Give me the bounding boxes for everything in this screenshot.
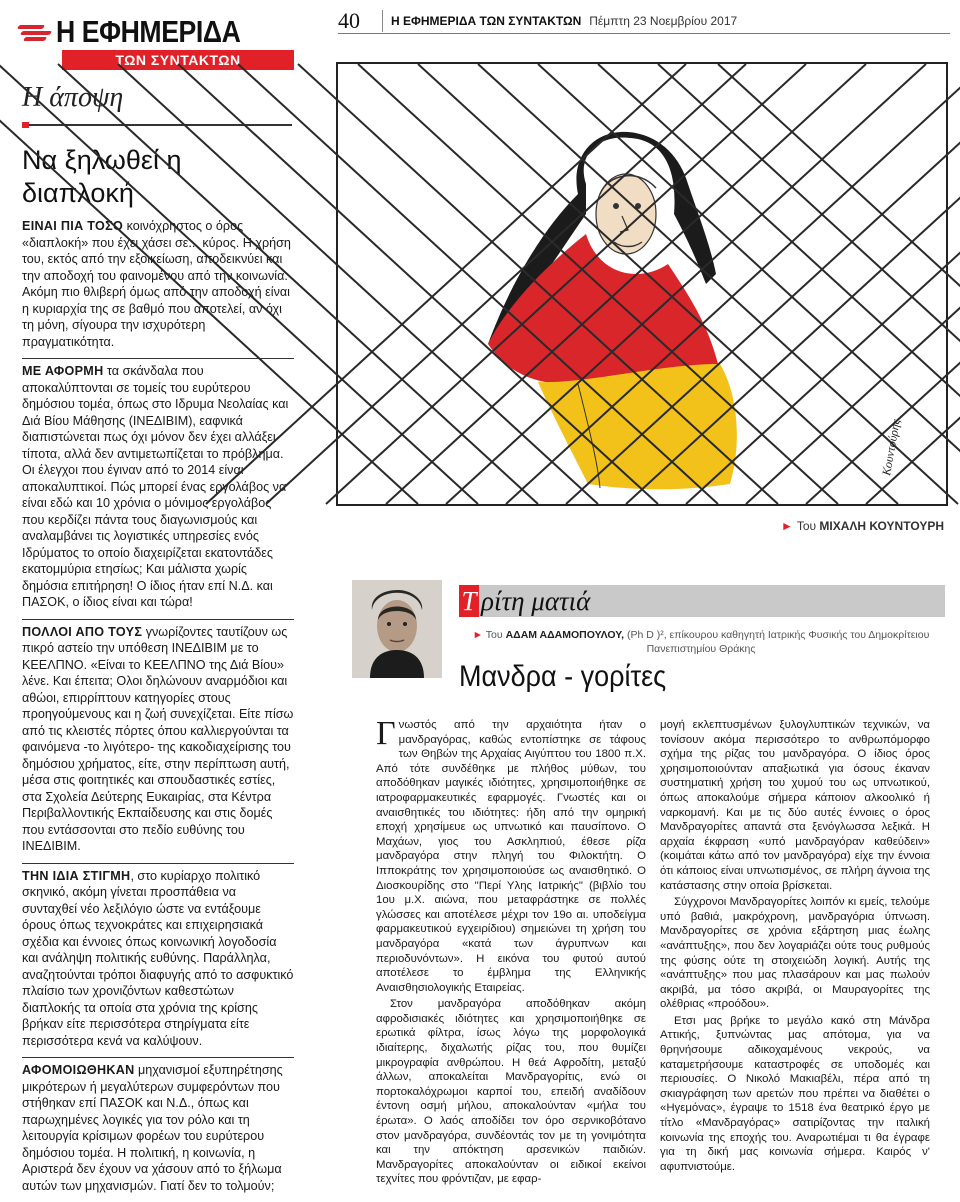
section-label: Η άποψη bbox=[22, 82, 124, 113]
column-paragraph: Σύγχρονοι Μανδραγορίτες λοιπόν κι εμείς, τελούμε υπό βαθιά, μακρόχρονη, μανδραγόρια ύπνωση. Μανδραγορίτες σε χρόνια εξάρτηση μιας έωλης «ανάπτυξης», που δεν λογαριάζει ούτε τους ρυθμούς της φύσης ούτε τη στοιχειώδη λογική. Αυτής της «ανάπτυξης» που μας πλασάρουν και μας πωλούν ακριβά, μα τόσο ακριβά, οι Μαυραγορίτες της ολέθριας «προόδου». bbox=[660, 896, 930, 1011]
column-paragraph: Ετσι μας βρήκε το μεγάλο κακό στη Μάνδρα Αττικής, ξυπνώντας μας απότομα, για να θρηνήσουμε αδικοχαμένους νεκρούς, να καταμετρήσουμε καταστροφές σε υποδομές και περιουσίες. Ο Νικολό Μακιαβέλι, πέρα από τη σκιαγράφηση των αρετών που πρέπει να διαθέτει ο «Ηγεμόνας», έγραψε το 1518 ένα θεατρικό έργο με τίτλο «Μανδραγόρας» σατιρίζοντας την ιταλική κοινωνία της εποχής του. Αναρωτιέμαι τι θα έγραφε για τη δική μας κοινωνία σήμερα. Καιρός ν' αφυπνιστούμε. bbox=[660, 1014, 930, 1173]
editorial-headline: Να ξηλωθεί η διαπλοκή bbox=[22, 145, 182, 208]
paragraph-text: τα σκάνδαλα που αποκαλύπτονται σε τομείς του ευρύτερου δημόσιου τομέα, όπως στο Ιδρυμα Νεολαίας και Διά Βίου Μάθησης (ΙΝΕΔΙΒΙΜ), εαφνικά διαπιστώνεται πως όχι μόνον δεν έχει αλλάξει τίποτα, αλλά δεν αντιμετωπίζεται το πρόβλημα. Οι έλεγχοι που έγιναν από το 2014 είναι αποκαλυπτικοί. Πώς μπορεί ένας εργολάβος να είναι εδώ και 10 χρόνια ο μόνιμος εργολάβος που κερδίζει πάντα τους διαγωνισμούς και αναλαμβάνει τις λογιστικές υπηρεσίες ενός Ιδρύματος το οποίο διαχειρίζεται εκατοντάδες εκατομμύρια ετησίως; Και μάλιστα χωρίς δημόσια επιτήρηση! Ο ίδιος ήταν επί Ν.Δ. και ΠΑΣΟΚ, ο ίδιος είναι και τώρα! bbox=[22, 364, 289, 609]
paper-name: Η ΕΦΗΜΕΡΙΔΑ ΤΩΝ ΣΥΝΤΑΚΤΩΝ bbox=[391, 13, 582, 28]
byline-prefix: Του bbox=[485, 629, 503, 641]
editorial-paragraph bbox=[22, 863, 294, 1050]
column-title bbox=[459, 585, 945, 617]
column-paragraph: Στον μανδραγόρα αποδόθηκαν ακόμη αφροδισιακές ιδιότητες και χρησιμοποιήθηκε σε ερωτικά φίλτρα, ίσως λόγω της μορφολογικά ιδιαίτερης, διχαλωτής ρίζας του, που θυμίζει μικρογραφία ανθρώπου. Η θεά Αφροδίτη, μεταξύ άλλων, αποκαλείται Μανδραγορίτις, ενώ οι πορτοκαλόχρωμοι καρποί του, επειδή αναδίδουν έντονη οσμή μήλου, αποκαλούνταν «μήλα του έρωτα». Ο λαός αποδίδει τον όρο σερνικοβότανο στον μανδραγόρα, συνδέοντάς τον με τη γονιμότητα και την απόκτηση αρσενικών παιδιών. Μανδραγορίτες αποκαλούνταν οι ειδικοί εκείνοι τεχνίτες που φρόντιζαν, με εφαρ- bbox=[376, 998, 646, 1186]
paragraph-text: νωστός από την αρχαιότητα ήταν ο μανδραγόρας, καθώς εντοπίστηκε σε τάφους των Θηβών της Αρχαίας Αιγύπτου του 1800 π.Χ. Από τότε συνδέθηκε με πλήθος μύθων, του αποδόθηκαν μαγικές ιδιότητες, χρησιμοποιήθηκε σε ιατροφαρμακευτικές εφαρμογές. Γνωστές και οι αναισθητικές του ιδιότητες: ήδη από την ομηρική εποχή χρησίμευε ως υπνωτικό και παυσίπονο. Ο Μαχάων, γιος του Ασκληπιού, έθεσε ρίζα μανδραγόρα στην πληγή του Φιλοκτήτη. Ο Ιπποκράτης τον χρησιμοποιούσε ως αναισθητικό. Ο Διοσκουρίδης στο "Περί Υλης Ιατρικής" (βιβλίο του 1ου μ.Χ. αιώνα, που μεταφράστηκε σε πολλές γλώσσες και αποτέλεσε μέχρι τον 19ο αι. υποδείγμα φαρμακευτικού εγχειρίδιου) σημειώνει τη χρήση του μανδραγόρα «κατά των άγρυπνων και περιοδυνόντων». Η εικόνα του φυτού αυτού αποτέλεσε το έμβλημα της Ελληνικής Αναισθησιολογικής Εταιρείας. bbox=[376, 719, 646, 994]
column-paragraph bbox=[376, 715, 646, 995]
author-name: ΑΔΑΜ ΑΔΑΜΟΠΟΥΛΟΥ, bbox=[505, 629, 625, 641]
editorial-cartoon bbox=[336, 62, 948, 506]
triangle-bullet-icon: ► bbox=[472, 629, 484, 641]
header-divider bbox=[382, 10, 383, 32]
logo-title: Η ΕΦΗΜΕΡΙΔΑ bbox=[56, 14, 241, 49]
author-photo bbox=[352, 580, 442, 678]
author-credentials: (Ph D )², επίκουρου καθηγητή Ιατρικής Φυσικής του Δημοκρίτειου Πανεπιστημίου Θράκης bbox=[626, 629, 930, 655]
paragraph-lead: ΑΦΟΜΟΙΩΘΗΚΑΝ bbox=[22, 1063, 135, 1077]
paragraph-text: γνωρίζοντες ταυτίζουν ως πικρό αστείο την υπόθεση ΙΝΕΔΙΒΙΜ με το ΚΕΕΛΠΝΟ. «Είναι το ΚΕΕΛΠΝΟ της Διά Βίου» λένε. Και έπειτα; Ολοι δηλώνουν αναρμόδιοι και αθώοι, επιρρίπτουν κατηγορίες στους προηγούμενους και η ζωή συνεχίζεται. Είτε πίσω από τις κλειστές πόρτες όπου καλλιεργούνται τα φαινόμενα -το λιγότερο- της κακοδιαχείρισης του δημόσιου χρήματος, είτε, στην περίπτωση αυτή, μέσα στις φοιτητικές και σπουδαστικές εστίες, στα Σχολεία Δεύτερης Ευκαιρίας, στα Κέντρα Περιβαλλοντικής Εκπαίδευσης και στις δομές που εντάσσονται στο πεδίο ευθύνης του ΙΝΕΔΙΒΙΜ. bbox=[22, 624, 294, 853]
paragraph-lead: ΜΕ ΑΦΟΡΜΗ bbox=[22, 364, 104, 378]
editorial-paragraph bbox=[22, 218, 294, 350]
credit-prefix: Του bbox=[796, 519, 817, 533]
cartoon-credit bbox=[781, 519, 944, 533]
triangle-bullet-icon: ► bbox=[780, 519, 793, 533]
page-number: 40 bbox=[338, 7, 360, 33]
column-title-initial: Τ bbox=[459, 585, 479, 617]
issue-date: Πέμπτη 23 Νοεμβρίου 2017 bbox=[589, 13, 738, 28]
editorial-paragraph bbox=[22, 358, 294, 611]
paragraph-lead: ΤΗΝ ΙΔΙΑ ΣΤΙΓΜΗ bbox=[22, 868, 131, 883]
editorial-paragraph bbox=[22, 1057, 294, 1194]
paragraph-text: , στο κυρίαρχο πολιτικό σκηνικό, ακόμη γίνεται προσπάθεια να συνταχθεί νέο λεξιλόγιο ώστε να εντάξουμε όρους όπως τεχνοκράτες και επιχειρησιακά σχέδια και έννοιες όπως κοινωνική λογοδοσία και ανάληψη πολιτικής ευθύνης. Παράλληλα, αναζητούνται τρόποι διαφυγής από το ασφυκτικό πλαίσιο των χρονιζόντων καθεστώτων διαπλοκής τα οποία στα χρόνια της κρίσης βρήκαν είτε περισσότερα στηρίγματα είτε περισσότερα κενά να καλύψουν. bbox=[22, 868, 294, 1048]
paragraph-lead: ΠΟΛΛΟΙ ΑΠΟ ΤΟΥΣ bbox=[22, 624, 143, 639]
paragraph-lead: ΕΙΝΑΙ ΠΙΑ ΤΟΣΟ bbox=[22, 219, 124, 233]
logo-subtitle: ΤΩΝ ΣΥΝΤΑΚΤΩΝ bbox=[62, 50, 294, 70]
column-byline bbox=[466, 628, 936, 656]
cartoon-drawing bbox=[338, 64, 946, 504]
author-portrait bbox=[352, 580, 442, 678]
column-title-text: ρίτη ματιά bbox=[481, 586, 591, 616]
column-body-left bbox=[376, 715, 646, 1189]
cartoon-signature: Κουντούρης bbox=[879, 418, 903, 477]
page-header bbox=[338, 8, 950, 34]
editorial-body bbox=[22, 218, 294, 1202]
column-paragraph: μογή εκλεπτυσμένων ξυλογλυπτικών τεχνικών, να τονίσουν ακόμα περισσότερο το ανθρωπόμορφο σχήμα της ρίζας του μανδραγόρα. Ο ίδιος όρος χρησιμοποιούνταν απαξιωτικά για όσους έκαναν συστηματική χρήση του χυμού του ως υπνωτικού, όπως αποκαλούμε σήμερα κάποιον αλκοολικό ή ναρκομανή. Και με τις δύο αυτές έννοιες ο όρος Μανδραγορίτες απαντά στα ξενόγλωσσα λεξικά. Η αρχαία έκφραση «υπό μανδραγόραν καθεύδειν» (κοιμάται κάτω από τον μανδραγόρα) είχε την έννοια ότι κάποιος είναι υπνωτισμένος, σε πλήρη άγνοια της κατάστασης στην οποία βρίσκεται. bbox=[660, 719, 930, 892]
column-headline: Μανδρα - γορίτες bbox=[459, 660, 667, 693]
paragraph-text: κοινόχρηστος ο όρος «διαπλοκή» που έχει χάσει σε... κύρος. Η χρήση του, εκτός από την εξοικείωση, αποδεικνύει και την αποδοχή του φαινομένου από την κοινωνία. Ακόμη πιο θλιβερή όμως από την αποδοχή είναι η κυριαρχία της σε βαθμό που αποτελεί, αν όχι τη μόνη, σίγουρα την ισχυρότερη πραγματικότητα. bbox=[22, 219, 291, 349]
cartoonist-name: ΜΙΧΑΛΗ ΚΟΥΝΤΟΥΡΗ bbox=[819, 519, 944, 533]
newspaper-logo bbox=[18, 14, 294, 70]
drop-cap: Γ bbox=[376, 715, 396, 752]
logo-swoosh-icon bbox=[18, 22, 52, 42]
paragraph-text: μηχανισμοί εξυπηρέτησης μικρότερων ή μεγαλύτερων συμφερόντων που στήθηκαν επί ΠΑΣΟΚ και Ν.Δ., όπως και παρωχημένες λογικές για τον ρόλο και τη λειτουργία κρίσιμων φορέων του ευρύτερου δημόσιου τομέα. Η πολιτική, η κοινωνία, η Αριστερά δεν έχουν να χάσουν από το ξήλωμα αυτών των μηχανισμών. Γιατί δεν το τολμούν; bbox=[22, 1063, 283, 1193]
column-body-right bbox=[660, 718, 930, 1176]
editorial-paragraph bbox=[22, 619, 294, 855]
